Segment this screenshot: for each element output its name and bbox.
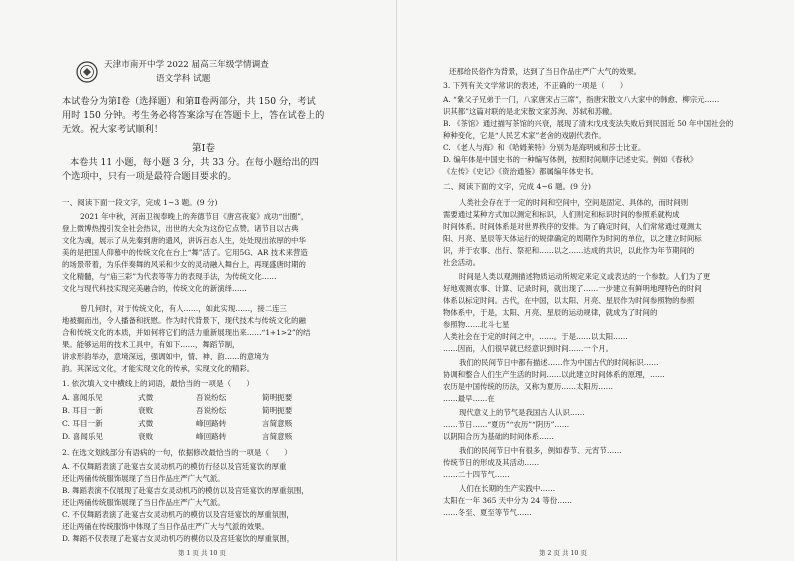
passage-line: 体系以标定时间。古代，在中国，以太阳、月亮、星辰作为时间参照物的参照 xyxy=(443,296,695,305)
passage-line: 传统节日的形成及其活动…… xyxy=(443,458,540,467)
section-juan-1: 第Ⅰ卷 xyxy=(192,143,215,154)
exam-subtitle: 语文学科 试题 xyxy=(156,74,211,84)
passage-line: ……因而，人们很早就已经意识到时间……一个月。 xyxy=(443,344,613,353)
passage-line: 我们的民间节日中都有描述……作为中国古代的时间标识…… xyxy=(459,358,659,367)
passage-line: 农历是中国传统的历法，又称为夏历……太阳历…… xyxy=(443,382,613,391)
q1-option-b-word2: 衰败 xyxy=(138,406,154,415)
q3-option-line: 种种变化，它是“人民艺术家”老舍的戏剧代表作。 xyxy=(443,131,606,140)
passage1-line: 文化为魂，展示了从先秦到唐的遗风，讲诉百态人生，处处现出浓厚的中华 xyxy=(62,236,306,245)
passage-line: 社会活动。 xyxy=(443,258,480,267)
q3-option-line: 识其都”这篇对联的是北宋散文家苏洵、苏轼和苏辙。 xyxy=(443,107,617,116)
q3-option-line: B. 《茶馆》通过描写茶馆的兴衰，展现了清末戊戌变法失败后到民国近 50 年中国社会的 xyxy=(443,119,734,128)
passage1-line: 文化与现代科技实现完美融合的，传统文化的新演绎…… xyxy=(62,284,247,293)
passage-line: ……二十四节气…… xyxy=(443,470,510,479)
intro-line-1: 本试卷分为第Ⅰ卷（选择题）和第Ⅱ卷两部分，共 150 分，考试 xyxy=(62,96,316,107)
q1-option-a: A. 喜闻乐见 xyxy=(62,393,103,402)
passage2-line: 讲求形韵举办，意境深远，强调如中，情、神、韵……的意境为 xyxy=(62,352,269,361)
q2-option-line: C. 不仅舞蹈表演了赴宴吉女灵动机巧的模仿以及宫廷宴饮的厚重氛围， xyxy=(62,510,294,519)
q1-option-c-word4: 言简意赅 xyxy=(262,419,293,428)
q3-option-line: 《左传》《史记》《资治通鉴》都属编年体史书。 xyxy=(443,167,599,176)
passage2-line: 曾几何时，对于传统文化，有人……，如此实现……，接二连三 xyxy=(80,304,287,313)
passage1-line: 登上微博热搜引发全社会热议，出世的大众为这份它点赞。诸节目以古典 xyxy=(62,224,299,233)
passage-line: 我们的民间节日中有很多，例如春节、元宵节…… xyxy=(459,446,622,455)
question-3: 3. 下列有关文学常识的表述，不正确的一项是（ ） xyxy=(443,81,628,90)
question-1: 1. 依次填入文中横线上的词语，最恰当的一项是（ ） xyxy=(62,379,254,388)
passage1-line: 文化精髓，与“庙三彩”为代表等等力的表现手法，为传统文化…… xyxy=(62,272,277,281)
q1-option-b-word3: 吾说纷纭 xyxy=(196,406,227,415)
passage-line: ……最早……在 xyxy=(443,394,495,403)
passage-line: 太阳在一年 365 天中分为 24 等份…… xyxy=(443,496,572,505)
right-top-line: 还那给民俗作为背景，达到了当日作品庄严广大气的效果。 xyxy=(449,67,642,76)
passage-line: 以阴阳合历为基础的时间体系…… xyxy=(443,432,554,441)
intro-line-3: 无效。祝大家考试顺利！ xyxy=(62,124,164,135)
passage-line: 好地观测农事、计算、记录时间，就出现了……一步建立有鲜明地理特色的时间 xyxy=(443,284,702,293)
q1-option-c: C. 耳目一新 xyxy=(62,419,103,428)
passage-line: 时间体系。时间体系是对世界秩序的安排。为了确定时间，人们常常通过观测太 xyxy=(443,222,702,231)
passage-line: 阳、月亮、星辰等天体运行的规律确定的周期作为时间的单位，以之建立时间标 xyxy=(443,234,702,243)
passage-line: 时间是人类以观测描述物质运动所规定来定义或表达的一个参数。人们为了更 xyxy=(459,272,711,281)
passage-line: ……冬至、夏至等节气…… xyxy=(443,508,532,517)
q1-option-b: B. 耳目一新 xyxy=(62,406,103,415)
juan-desc-1: 本卷共 11 小题，每小题 3 分，共 33 分。在每小题给出的四 xyxy=(70,157,319,168)
q2-option-line: B. 舞蹈表演不仅展现了赴宴吉女灵动机巧的模仿以及宫廷宴饮的厚重氛围， xyxy=(62,486,309,495)
question-2: 2. 在选文划线部分有语病的一句，依据修改最恰当的一项是（ ） xyxy=(62,448,292,457)
q1-option-b-word4: 简明扼要 xyxy=(262,406,293,415)
passage2-line: 果。能够运用的技术工具中，有如下……，舞蹈节制， xyxy=(62,340,240,349)
exam-title: 天津市南开中学 2022 届高三年级学情调查 xyxy=(104,60,269,70)
q2-option-line: 还让两俑在传统服饰中体现了当日作品庄严广大与气派的效果。 xyxy=(62,522,269,531)
passage-line: 物体系中，于是，太阳、月亮、星辰的运动规律，就成为了时间的 xyxy=(443,308,658,317)
passage-line: ……节日……“夏历”“农历”“阴历”…… xyxy=(443,420,570,429)
q1-option-a-word4: 简明扼要 xyxy=(262,393,293,402)
passage-line: 现代意义上的节气是我国古人认识…… xyxy=(459,408,585,417)
page-2 xyxy=(397,0,794,561)
q3-option-line: D. 编年体是中国史书的一种编写体例，按照时间顺序记述史实。例如《春秋》 xyxy=(443,155,698,164)
passage-line: 识，并于农事、出行、祭祀和……以之……达成的共识，以此作为年节期间的 xyxy=(443,246,695,255)
passage-line: 协调和整合人们生产生活的时间……以此建立时间体系的原理，…… xyxy=(443,370,665,379)
passage-line: 人类社会在于定的时间之中，……。于是……以太阳…… xyxy=(443,332,628,341)
q1-option-d: D. 喜闻乐见 xyxy=(62,432,104,441)
page-number-1: 第 1 页 共 10 页 xyxy=(178,549,226,557)
passage-line: 人们在长期的生产实践中…… xyxy=(459,484,556,493)
q1-option-c-word2: 式微 xyxy=(138,419,154,428)
passage2-line: 合和传统文化的本质，并如何将它们的活力重新展现出来……“1+1>2”的结 xyxy=(62,328,311,337)
passage1-line: 2021 年中秋，河南卫视奉晚上的奔德节目《唐宫夜宴》成功“出圈”， xyxy=(80,212,309,221)
q1-option-d-word3: 峰回路转 xyxy=(196,432,227,441)
intro-line-2: 用时 150 分钟。考生务必将答案涂写在答题卡上，答在试卷上的 xyxy=(62,110,325,121)
section-2-heading: 二、阅读下面的文字，完成 4~6 题。(9 分) xyxy=(443,182,591,191)
section-1-heading: 一、阅读下面一段文字，完成 1~3 题。(9 分) xyxy=(62,198,218,207)
q1-option-a-word2: 式微 xyxy=(138,393,154,402)
passage1-line: 的场景带着，为乐伴奏舞的风采和少女的灵动融入舞台上，再现盛唐时期的 xyxy=(62,260,306,269)
q2-option-line: D. 舞蹈不仅表现了赴宴吉女灵动机巧的模仿以及宫廷宴饮的厚重氛围， xyxy=(62,534,295,543)
page-number-2: 第 2 页 共 10 页 xyxy=(539,549,587,557)
passage-line: 参照物……北斗七星 xyxy=(443,320,510,329)
q1-option-a-word3: 吾说纷纭 xyxy=(196,393,227,402)
passage-line: 需要通过某种方式加以测定和标识，人们则定和标识时间的参照系就构成 xyxy=(443,210,680,219)
passage1-line: 美的是把国人仰慕中的传统文化在台上“舞”活了。它用5G、AR 技术来营造 xyxy=(62,248,308,257)
juan-desc-2: 个选项中，只有一项是最符合题目要求的。 xyxy=(62,171,237,182)
q2-option-line: 还让两俑传统服饰展现了当日作品庄严广大气派。 xyxy=(62,498,225,507)
q2-option-line: A. 不仅舞蹈表演了赴宴吉女灵动机巧的模仿行径以及宫廷宴饮的厚重 xyxy=(62,462,287,471)
q3-option-line: A. “絫父子兄弟于一门，八家唐宋占三席”，指唐宋散文八大家中的韩愈、柳宗元…… xyxy=(443,95,720,104)
q2-option-line: 还让两俑传统服饰展现了当日作品庄严广大气派。 xyxy=(62,474,225,483)
school-seal-icon xyxy=(76,61,98,83)
q3-option-line: C. 《老人与海》和《哈姆莱特》分别为是海明威和莎士比亚。 xyxy=(443,143,646,152)
q1-option-c-word3: 峰回路转 xyxy=(196,419,227,428)
passage2-line: 地被搁而出，令人播备和抚慰。作为时代背景下，现代技术与传统文化的融 xyxy=(62,316,306,325)
q1-option-d-word4: 言简意赅 xyxy=(262,432,293,441)
passage-line: 人类社会存在于一定的时间和空间中，空间是固定、具体的，而时间则 xyxy=(459,198,689,207)
passage2-line: 韵。其深远文化，才能实现文化的传承，实现文化的精彩。 xyxy=(62,364,255,373)
q1-option-d-word2: 衰败 xyxy=(138,432,154,441)
